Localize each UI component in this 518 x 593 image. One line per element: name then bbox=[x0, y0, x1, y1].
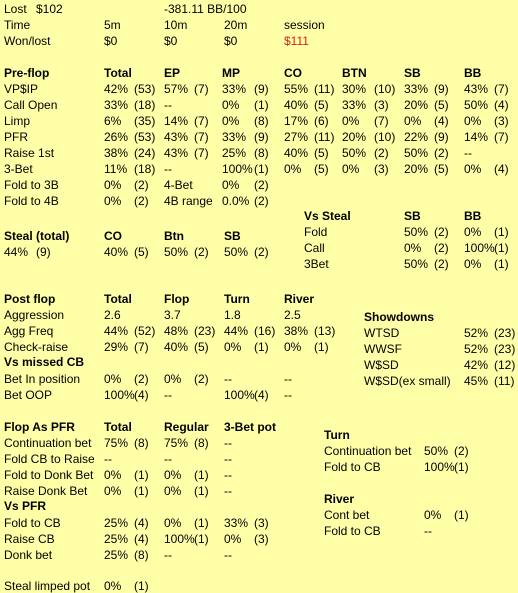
flop-as-pfr-row-label: Fold CB to Raise bbox=[4, 452, 95, 466]
preflop-row-label: Fold to 4B bbox=[4, 194, 59, 208]
vs-missed-cb-header: Vs missed CB bbox=[4, 355, 85, 369]
preflop-cell: (2) bbox=[254, 194, 269, 208]
preflop-cell: 55% bbox=[284, 82, 309, 96]
preflop-cell: 14% bbox=[164, 114, 189, 128]
postflop-row-label: Agg Freq bbox=[4, 324, 54, 338]
preflop-row-label: PFR bbox=[4, 130, 28, 144]
postflop-cell: (1) bbox=[254, 340, 269, 354]
vs-steal-cell: 0% bbox=[464, 257, 482, 271]
preflop-cell: 0% bbox=[104, 178, 122, 192]
preflop-cell: 33% bbox=[104, 98, 129, 112]
river-value: -- bbox=[424, 524, 432, 538]
steal-cell: (2) bbox=[254, 245, 269, 259]
vs-steal-cell: (2) bbox=[434, 225, 449, 239]
preflop-cell: (8) bbox=[254, 146, 269, 160]
vs-pfr-cell: (3) bbox=[254, 532, 269, 546]
flop-as-pfr-cell: -- bbox=[224, 452, 232, 466]
preflop-cell: (3) bbox=[374, 98, 389, 112]
preflop-cell: (18) bbox=[134, 98, 156, 112]
preflop-header: EP bbox=[164, 66, 181, 80]
flop-as-pfr-cell: (1) bbox=[194, 484, 209, 498]
vs-steal-header: BB bbox=[464, 209, 482, 223]
preflop-cell: (7) bbox=[194, 146, 209, 160]
preflop-cell: 0% bbox=[342, 114, 360, 128]
vs-steal-cell: (1) bbox=[494, 257, 509, 271]
flop-as-pfr-cell: (1) bbox=[194, 468, 209, 482]
preflop-cell: 43% bbox=[164, 130, 189, 144]
postflop-cell: (23) bbox=[194, 324, 216, 338]
flop-as-pfr-cell: 75% bbox=[164, 436, 189, 450]
preflop-cell: 11% bbox=[104, 162, 128, 176]
preflop-cell: (4) bbox=[434, 114, 449, 128]
flop-as-pfr-cell: (8) bbox=[194, 436, 209, 450]
missed-cb-cell: 0% bbox=[164, 372, 182, 386]
preflop-cell: 40% bbox=[284, 146, 309, 160]
preflop-cell: (11) bbox=[314, 130, 335, 144]
preflop-cell: 6% bbox=[104, 114, 122, 128]
preflop-cell: (11) bbox=[314, 82, 335, 96]
postflop-cell: 0% bbox=[224, 340, 242, 354]
lost-label: Lost bbox=[4, 2, 27, 16]
postflop-cell: 2.6 bbox=[104, 308, 121, 322]
showdown-value: 42% bbox=[464, 358, 489, 372]
preflop-cell: -- bbox=[464, 146, 472, 160]
preflop-cell: (24) bbox=[134, 146, 156, 160]
preflop-cell: (5) bbox=[314, 162, 329, 176]
turn-header: Turn bbox=[324, 428, 350, 442]
preflop-cell: (18) bbox=[134, 162, 156, 176]
postflop-cell: (52) bbox=[134, 324, 156, 338]
preflop-row-label: 3-Bet bbox=[4, 162, 33, 176]
vs-steal-row-label: Fold bbox=[304, 225, 328, 239]
flop-as-pfr-cell: 0% bbox=[104, 468, 122, 482]
vs-pfr-cell: (8) bbox=[134, 548, 149, 562]
postflop-cell: 0% bbox=[284, 340, 302, 354]
flop-as-pfr-cell: -- bbox=[224, 484, 232, 498]
preflop-cell: (6) bbox=[314, 114, 329, 128]
missed-cb-cell: -- bbox=[284, 372, 292, 386]
missed-cb-cell: (4) bbox=[134, 388, 149, 402]
preflop-cell: (8) bbox=[254, 114, 269, 128]
flop-as-pfr-header: 3-Bet pot bbox=[224, 420, 276, 434]
preflop-cell: (9) bbox=[254, 82, 269, 96]
preflop-cell: (10) bbox=[374, 82, 396, 96]
postflop-cell: (7) bbox=[134, 340, 149, 354]
turn-count: (2) bbox=[454, 444, 469, 458]
flop-as-pfr-cell: -- bbox=[164, 452, 172, 466]
preflop-cell: (2) bbox=[134, 178, 149, 192]
preflop-cell: (5) bbox=[314, 146, 329, 160]
preflop-cell: (5) bbox=[434, 162, 449, 176]
preflop-cell: 38% bbox=[104, 146, 129, 160]
wonlost-value: $0 bbox=[104, 34, 118, 48]
preflop-cell: 50% bbox=[342, 146, 367, 160]
showdown-row-label: WTSD bbox=[364, 326, 400, 340]
preflop-cell: (7) bbox=[194, 82, 209, 96]
missed-cb-cell: -- bbox=[284, 388, 292, 402]
preflop-cell: 0% bbox=[464, 162, 482, 176]
preflop-cell: 57% bbox=[164, 82, 189, 96]
preflop-cell: (2) bbox=[134, 194, 149, 208]
showdown-value: 52% bbox=[464, 326, 489, 340]
vs-steal-cell: (2) bbox=[434, 257, 449, 271]
preflop-cell: 33% bbox=[222, 130, 247, 144]
preflop-cell: (10) bbox=[374, 130, 396, 144]
steal-header: Steal (total) bbox=[4, 229, 70, 243]
preflop-row-label: Raise 1st bbox=[4, 146, 55, 160]
vs-steal-cell: (1) bbox=[494, 241, 509, 255]
postflop-cell: 1.8 bbox=[224, 308, 241, 322]
vs-pfr-cell: 25% bbox=[104, 532, 129, 546]
postflop-cell: 38% bbox=[284, 324, 309, 338]
missed-cb-row-label: Bet OOP bbox=[4, 388, 53, 402]
preflop-cell: 20% bbox=[342, 130, 367, 144]
preflop-cell: (7) bbox=[194, 114, 209, 128]
preflop-cell: 50% bbox=[464, 98, 489, 112]
preflop-cell: 40% bbox=[284, 98, 309, 112]
vs-pfr-row-label: Raise CB bbox=[4, 532, 55, 546]
postflop-cell: (16) bbox=[254, 324, 276, 338]
steal-header: SB bbox=[224, 229, 241, 243]
vs-pfr-cell: (4) bbox=[134, 516, 149, 530]
missed-cb-cell: 0% bbox=[104, 372, 122, 386]
postflop-cell: (1) bbox=[314, 340, 329, 354]
vs-steal-header: SB bbox=[404, 209, 421, 223]
vs-pfr-cell: (1) bbox=[194, 516, 209, 530]
period-header: session bbox=[284, 18, 325, 32]
preflop-cell: 50% bbox=[404, 146, 429, 160]
preflop-cell: (53) bbox=[134, 82, 156, 96]
flop-as-pfr-row-label: Fold to Donk Bet bbox=[4, 468, 94, 482]
preflop-cell: 0% bbox=[284, 162, 302, 176]
preflop-header: MP bbox=[222, 66, 240, 80]
missed-cb-row-label: Bet In position bbox=[4, 372, 81, 386]
period-header: 10m bbox=[164, 18, 188, 32]
turn-value: 50% bbox=[424, 444, 449, 458]
flop-as-pfr-header: Total bbox=[104, 420, 132, 434]
preflop-cell: 20% bbox=[404, 98, 429, 112]
steal-limped-label: Steal limped pot bbox=[4, 579, 91, 593]
flop-as-pfr-cell: (1) bbox=[134, 484, 149, 498]
preflop-cell: 33% bbox=[222, 82, 247, 96]
preflop-cell: 33% bbox=[404, 82, 429, 96]
preflop-cell: 43% bbox=[164, 146, 189, 160]
time-label: Time bbox=[4, 18, 31, 32]
bb100-value: -381.11 BB/100 bbox=[164, 2, 247, 16]
preflop-cell: (5) bbox=[434, 98, 449, 112]
vs-pfr-cell: 0% bbox=[164, 516, 182, 530]
vs-pfr-cell: 0% bbox=[224, 532, 242, 546]
preflop-cell: (9) bbox=[254, 130, 269, 144]
flop-as-pfr-cell: 0% bbox=[164, 484, 182, 498]
postflop-cell: 40% bbox=[164, 340, 189, 354]
turn-count: (1) bbox=[454, 460, 469, 474]
preflop-cell: (2) bbox=[254, 178, 269, 192]
flop-as-pfr-cell: (1) bbox=[134, 468, 149, 482]
preflop-row-label: Limp bbox=[4, 114, 31, 128]
preflop-cell: 0% bbox=[404, 114, 422, 128]
river-row-label: Fold to CB bbox=[324, 524, 381, 538]
missed-cb-cell: (4) bbox=[254, 388, 269, 402]
steal-limped-value: 0% bbox=[104, 579, 122, 593]
preflop-cell: 20% bbox=[404, 162, 429, 176]
vs-steal-cell: 0% bbox=[404, 241, 422, 255]
preflop-cell: 0.0% bbox=[222, 194, 250, 208]
showdown-count: (12) bbox=[494, 358, 516, 372]
river-row-label: Cont bet bbox=[324, 508, 370, 522]
wonlost-value: $111 bbox=[284, 34, 309, 48]
flop-as-pfr-row-label: Continuation bet bbox=[4, 436, 92, 450]
showdown-value: 45% bbox=[464, 374, 489, 388]
preflop-cell: 0% bbox=[222, 114, 240, 128]
period-header: 20m bbox=[224, 18, 248, 32]
preflop-cell: 0% bbox=[342, 162, 360, 176]
flop-as-pfr-header: Regular bbox=[164, 420, 209, 434]
postflop-cell: 44% bbox=[224, 324, 249, 338]
missed-cb-cell: -- bbox=[164, 388, 172, 402]
preflop-cell: 0% bbox=[222, 98, 240, 112]
postflop-cell: 29% bbox=[104, 340, 129, 354]
preflop-cell: 25% bbox=[222, 146, 247, 160]
vs-pfr-cell: 100% bbox=[164, 532, 195, 546]
missed-cb-cell: (2) bbox=[134, 372, 149, 386]
vs-steal-cell: (1) bbox=[494, 225, 509, 239]
showdown-row-label: W$SD bbox=[364, 358, 399, 372]
vs-steal-cell: 50% bbox=[404, 225, 429, 239]
flop-as-pfr-row-label: Raise Donk Bet bbox=[4, 484, 88, 498]
missed-cb-cell: -- bbox=[224, 372, 232, 386]
wonlost-value: $0 bbox=[224, 34, 238, 48]
showdown-value: 52% bbox=[464, 342, 489, 356]
vs-pfr-cell: 25% bbox=[104, 516, 129, 530]
vs-steal-row-label: Call bbox=[304, 241, 325, 255]
vs-pfr-header: Vs PFR bbox=[4, 499, 47, 513]
preflop-cell: (4) bbox=[494, 98, 509, 112]
steal-cell: (2) bbox=[194, 245, 209, 259]
postflop-cell: 3.7 bbox=[164, 308, 181, 322]
preflop-header: BTN bbox=[342, 66, 367, 80]
showdown-row-label: W$SD(ex small) bbox=[364, 374, 451, 388]
preflop-cell: 0% bbox=[104, 194, 122, 208]
preflop-cell: (9) bbox=[434, 82, 449, 96]
postflop-cell: (13) bbox=[314, 324, 336, 338]
preflop-cell: (9) bbox=[434, 130, 449, 144]
preflop-row-label: Fold to 3B bbox=[4, 178, 59, 192]
preflop-header: BB bbox=[464, 66, 482, 80]
lost-value: $102 bbox=[36, 2, 63, 16]
period-header: 5m bbox=[104, 18, 121, 32]
preflop-cell: 4-Bet bbox=[164, 178, 193, 192]
preflop-cell: 42% bbox=[104, 82, 129, 96]
showdowns-header: Showdowns bbox=[364, 310, 434, 324]
flop-as-pfr-cell: -- bbox=[224, 468, 232, 482]
postflop-header: Turn bbox=[224, 292, 250, 306]
preflop-cell: (2) bbox=[434, 146, 449, 160]
flop-as-pfr-cell: 0% bbox=[164, 468, 182, 482]
vs-steal-cell: 100% bbox=[464, 241, 495, 255]
vs-steal-cell: 0% bbox=[464, 225, 482, 239]
steal-header: Btn bbox=[164, 229, 184, 243]
preflop-cell: 30% bbox=[342, 82, 367, 96]
preflop-cell: -- bbox=[164, 98, 172, 112]
preflop-header: SB bbox=[404, 66, 421, 80]
turn-row-label: Continuation bet bbox=[324, 444, 412, 458]
preflop-cell: (4) bbox=[494, 162, 509, 176]
flop-as-pfr-cell: 75% bbox=[104, 436, 129, 450]
postflop-row-label: Aggression bbox=[4, 308, 65, 322]
preflop-cell: 27% bbox=[284, 130, 309, 144]
vs-pfr-cell: (4) bbox=[134, 532, 149, 546]
vs-pfr-row-label: Fold to CB bbox=[4, 516, 61, 530]
postflop-row-label: Check-raise bbox=[4, 340, 69, 354]
preflop-cell: 100% bbox=[222, 162, 253, 176]
steal-limped-count: (1) bbox=[134, 579, 149, 593]
flop-as-pfr-cell: -- bbox=[224, 436, 232, 450]
steal-cell: 50% bbox=[224, 245, 249, 259]
flop-as-pfr-cell: 0% bbox=[104, 484, 122, 498]
preflop-cell: (7) bbox=[494, 82, 509, 96]
preflop-row-label: Call Open bbox=[4, 98, 58, 112]
preflop-cell: 33% bbox=[342, 98, 367, 112]
preflop-header: CO bbox=[284, 66, 302, 80]
postflop-cell: 48% bbox=[164, 324, 189, 338]
vs-steal-cell: 50% bbox=[404, 257, 429, 271]
river-header: River bbox=[324, 492, 355, 506]
preflop-cell: 0% bbox=[464, 114, 482, 128]
steal-cell: 40% bbox=[104, 245, 129, 259]
wonlost-value: $0 bbox=[164, 34, 178, 48]
vs-pfr-cell: 25% bbox=[104, 548, 129, 562]
postflop-cell: (5) bbox=[194, 340, 209, 354]
vs-pfr-cell: (1) bbox=[194, 532, 209, 546]
vs-pfr-cell: (3) bbox=[254, 516, 269, 530]
preflop-cell: 17% bbox=[284, 114, 309, 128]
showdown-row-label: WWSF bbox=[364, 342, 402, 356]
postflop-cell: 2.5 bbox=[284, 308, 301, 322]
flop-as-pfr-header: Flop As PFR bbox=[4, 420, 75, 434]
preflop-cell: 26% bbox=[104, 130, 129, 144]
preflop-cell: (35) bbox=[134, 114, 156, 128]
wonlost-label: Won/lost bbox=[4, 34, 51, 48]
turn-value: 100% bbox=[424, 460, 455, 474]
vs-pfr-row-label: Donk bet bbox=[4, 548, 53, 562]
preflop-cell: (1) bbox=[254, 162, 269, 176]
showdown-count: (11) bbox=[494, 374, 515, 388]
postflop-header: Post flop bbox=[4, 292, 56, 306]
turn-row-label: Fold to CB bbox=[324, 460, 381, 474]
preflop-cell: (3) bbox=[374, 162, 389, 176]
preflop-row-label: VP$IP bbox=[4, 82, 39, 96]
steal-total-value: 44% bbox=[4, 245, 29, 259]
preflop-header: Total bbox=[104, 66, 132, 80]
river-count: (1) bbox=[454, 508, 469, 522]
missed-cb-cell: 100% bbox=[224, 388, 255, 402]
preflop-cell: 4B range bbox=[164, 194, 213, 208]
preflop-cell: (2) bbox=[374, 146, 389, 160]
preflop-cell: (53) bbox=[134, 130, 156, 144]
missed-cb-cell: (2) bbox=[194, 372, 209, 386]
preflop-cell: (7) bbox=[194, 130, 209, 144]
flop-as-pfr-cell: -- bbox=[104, 452, 112, 466]
vs-steal-row-label: 3Bet bbox=[304, 257, 329, 271]
postflop-header: Total bbox=[104, 292, 132, 306]
preflop-cell: (7) bbox=[374, 114, 389, 128]
showdown-count: (23) bbox=[494, 326, 516, 340]
river-value: 0% bbox=[424, 508, 442, 522]
preflop-cell: 14% bbox=[464, 130, 489, 144]
missed-cb-cell: 100% bbox=[104, 388, 135, 402]
postflop-cell: 44% bbox=[104, 324, 129, 338]
steal-total-count: (9) bbox=[36, 245, 51, 259]
vs-pfr-cell: 33% bbox=[224, 516, 249, 530]
preflop-cell: -- bbox=[164, 162, 172, 176]
preflop-cell: 43% bbox=[464, 82, 489, 96]
flop-as-pfr-cell: (8) bbox=[134, 436, 149, 450]
vs-pfr-cell: -- bbox=[224, 548, 232, 562]
steal-cell: 50% bbox=[164, 245, 189, 259]
preflop-header: Pre-flop bbox=[4, 66, 50, 80]
showdown-count: (23) bbox=[494, 342, 516, 356]
vs-steal-cell: (2) bbox=[434, 241, 449, 255]
vs-steal-header: Vs Steal bbox=[304, 209, 351, 223]
preflop-cell: 22% bbox=[404, 130, 429, 144]
postflop-header: River bbox=[284, 292, 315, 306]
preflop-cell: (1) bbox=[254, 98, 269, 112]
steal-cell: (5) bbox=[134, 245, 149, 259]
preflop-cell: (7) bbox=[494, 130, 509, 144]
postflop-header: Flop bbox=[164, 292, 190, 306]
steal-header: CO bbox=[104, 229, 122, 243]
preflop-cell: 0% bbox=[222, 178, 240, 192]
vs-pfr-cell: -- bbox=[164, 548, 172, 562]
preflop-cell: (3) bbox=[494, 114, 509, 128]
preflop-cell: (5) bbox=[314, 98, 329, 112]
